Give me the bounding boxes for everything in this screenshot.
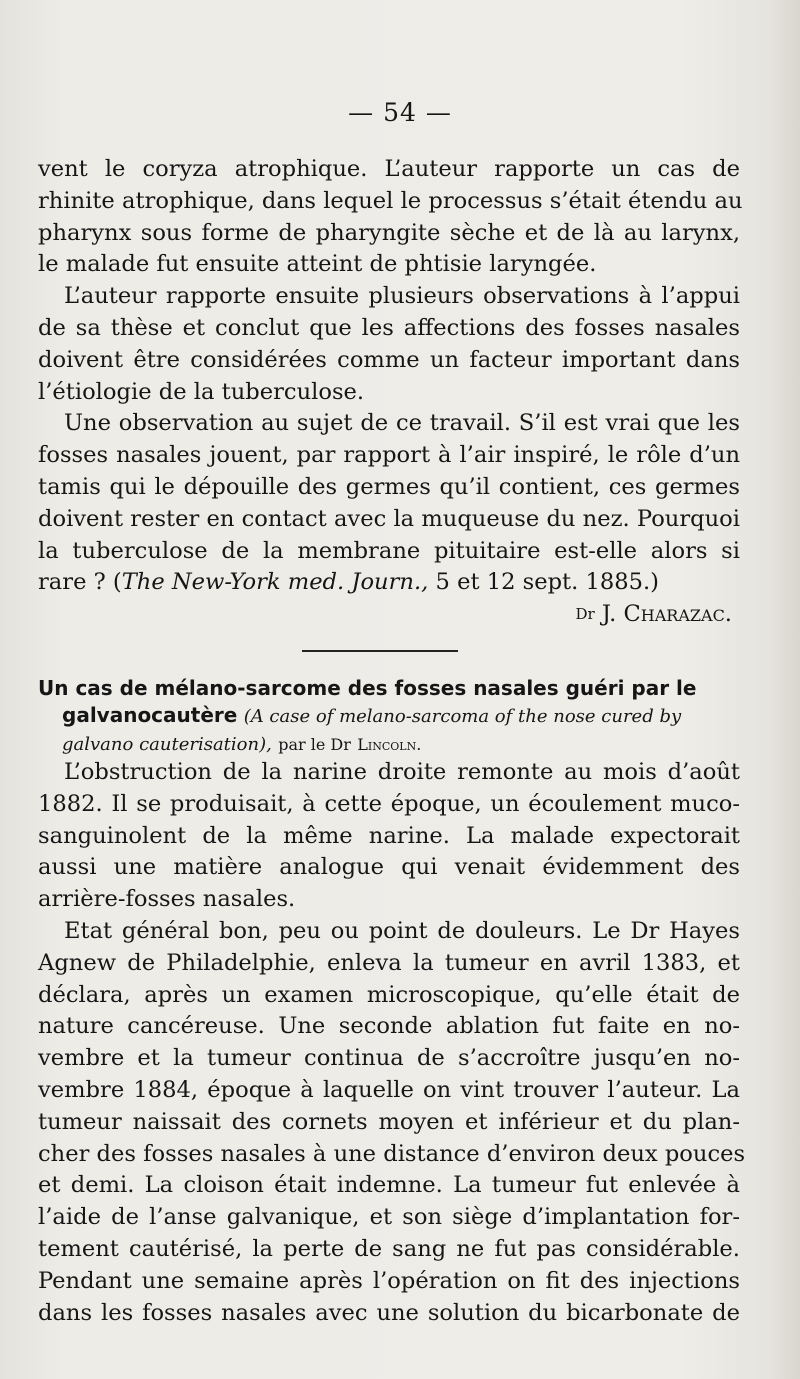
citation-prefix: rare ? ( — [38, 569, 122, 596]
text-line: et demi. La cloison était indemne. La tumeur fut enlevée à — [38, 1172, 740, 1199]
signature-initial: J. — [601, 601, 624, 628]
heading-title-part-2: galvanocautère — [62, 703, 238, 727]
text-line: vembre 1884, époque à laquelle on vint trouver l’auteur. La — [38, 1076, 740, 1103]
text-block-bottom — [38, 757, 746, 1329]
text-line: pharynx sous forme de pharyngite sèche et de là au larynx, — [38, 219, 740, 246]
text-line: tement cautérisé, la perte de sang ne fut pas considérable. — [38, 1235, 740, 1262]
text-line: Une observation au sujet de ce travail. S’il est vrai que les — [64, 410, 740, 437]
text-line: sanguinolent de la même narine. La malade expectorait — [38, 822, 740, 849]
heading-english-title: (A case of melano-sarcoma of the nose cured by — [243, 706, 682, 727]
heading-line-1 — [38, 675, 740, 702]
text-line: déclara, après un examen microscopique, qu’elle était de — [38, 981, 740, 1008]
heading-author: Lincoln. — [357, 735, 422, 754]
citation-line — [38, 567, 740, 599]
signature-name: Charazac. — [623, 601, 732, 628]
text-line: L’auteur rapporte ensuite plusieurs observations à l’appui — [64, 283, 740, 310]
text-line: le malade fut ensuite atteint de phtisie laryngée. — [38, 251, 597, 278]
heading-by: par le Dr — [278, 735, 351, 754]
section-divider — [302, 650, 458, 652]
text-line: Pendant une semaine après l’opération on fit des injections — [38, 1267, 740, 1294]
page-number: — 54 — — [348, 98, 452, 127]
text-line: tamis qui le dépouille des germes qu’il contient, ces germes — [38, 473, 740, 500]
text-line: Agnew de Philadelphie, enleva la tumeur en avril 1383, et — [38, 949, 740, 976]
text-line: aussi une matière analogue qui venait évidemment des — [38, 854, 740, 881]
heading-line-2 — [38, 702, 740, 730]
heading-title-part-1: Un cas de mélano-sarcome des fosses nasales guéri par le — [38, 676, 697, 700]
heading-line-3 — [38, 730, 740, 758]
text-line: 1882. Il se produisait, à cette époque, un écoulement muco- — [38, 790, 740, 817]
citation-date: 5 et 12 sept. 1885.) — [428, 569, 659, 596]
text-line: arrière-fosses nasales. — [38, 886, 296, 913]
text-line: dans les fosses nasales avec une solution du bicarbonate de — [38, 1299, 740, 1326]
text-line: l’étiologie de la tuberculose. — [38, 378, 365, 405]
text-line: doivent rester en contact avec la muqueuse du nez. Pourquoi — [38, 505, 740, 532]
text-line: nature cancéreuse. Une seconde ablation fut faite en no- — [38, 1013, 740, 1040]
signature — [38, 599, 740, 631]
text-block-top — [38, 154, 743, 631]
text-line: l’aide de l’anse galvanique, et son siège d’implantation for- — [38, 1204, 740, 1231]
text-line: cher des fosses nasales à une distance d’environ deux pouces — [38, 1140, 746, 1167]
text-line: L’obstruction de la narine droite remonte au mois d’août — [64, 759, 740, 785]
text-line: Etat général bon, peu ou point de douleurs. Le Dr Hayes — [64, 917, 740, 944]
journal-title: The New-York med. Journ., — [121, 569, 429, 596]
text-line: doivent être considérées comme un facteur important dans — [38, 346, 740, 373]
heading-english-title-cont: galvano cauterisation), — [62, 734, 272, 755]
text-line: vembre et la tumeur continua de s’accroître jusqu’en no- — [38, 1045, 740, 1072]
text-line: la tuberculose de la membrane pituitaire est-elle alors si — [38, 537, 740, 564]
text-line: tumeur naissait des cornets moyen et inférieur et du plan- — [38, 1108, 740, 1135]
text-line: rhinite atrophique, dans lequel le processus s’était étendu au — [38, 187, 743, 214]
text-line: de sa thèse et conclut que les affections des fosses nasales — [38, 314, 740, 341]
text-line: vent le coryza atrophique. L’auteur rapporte un cas de — [38, 156, 740, 182]
article-heading — [38, 675, 740, 758]
signature-title: Dr — [575, 605, 595, 624]
text-line: fosses nasales jouent, par rapport à l’air inspiré, le rôle d’un — [38, 442, 740, 469]
